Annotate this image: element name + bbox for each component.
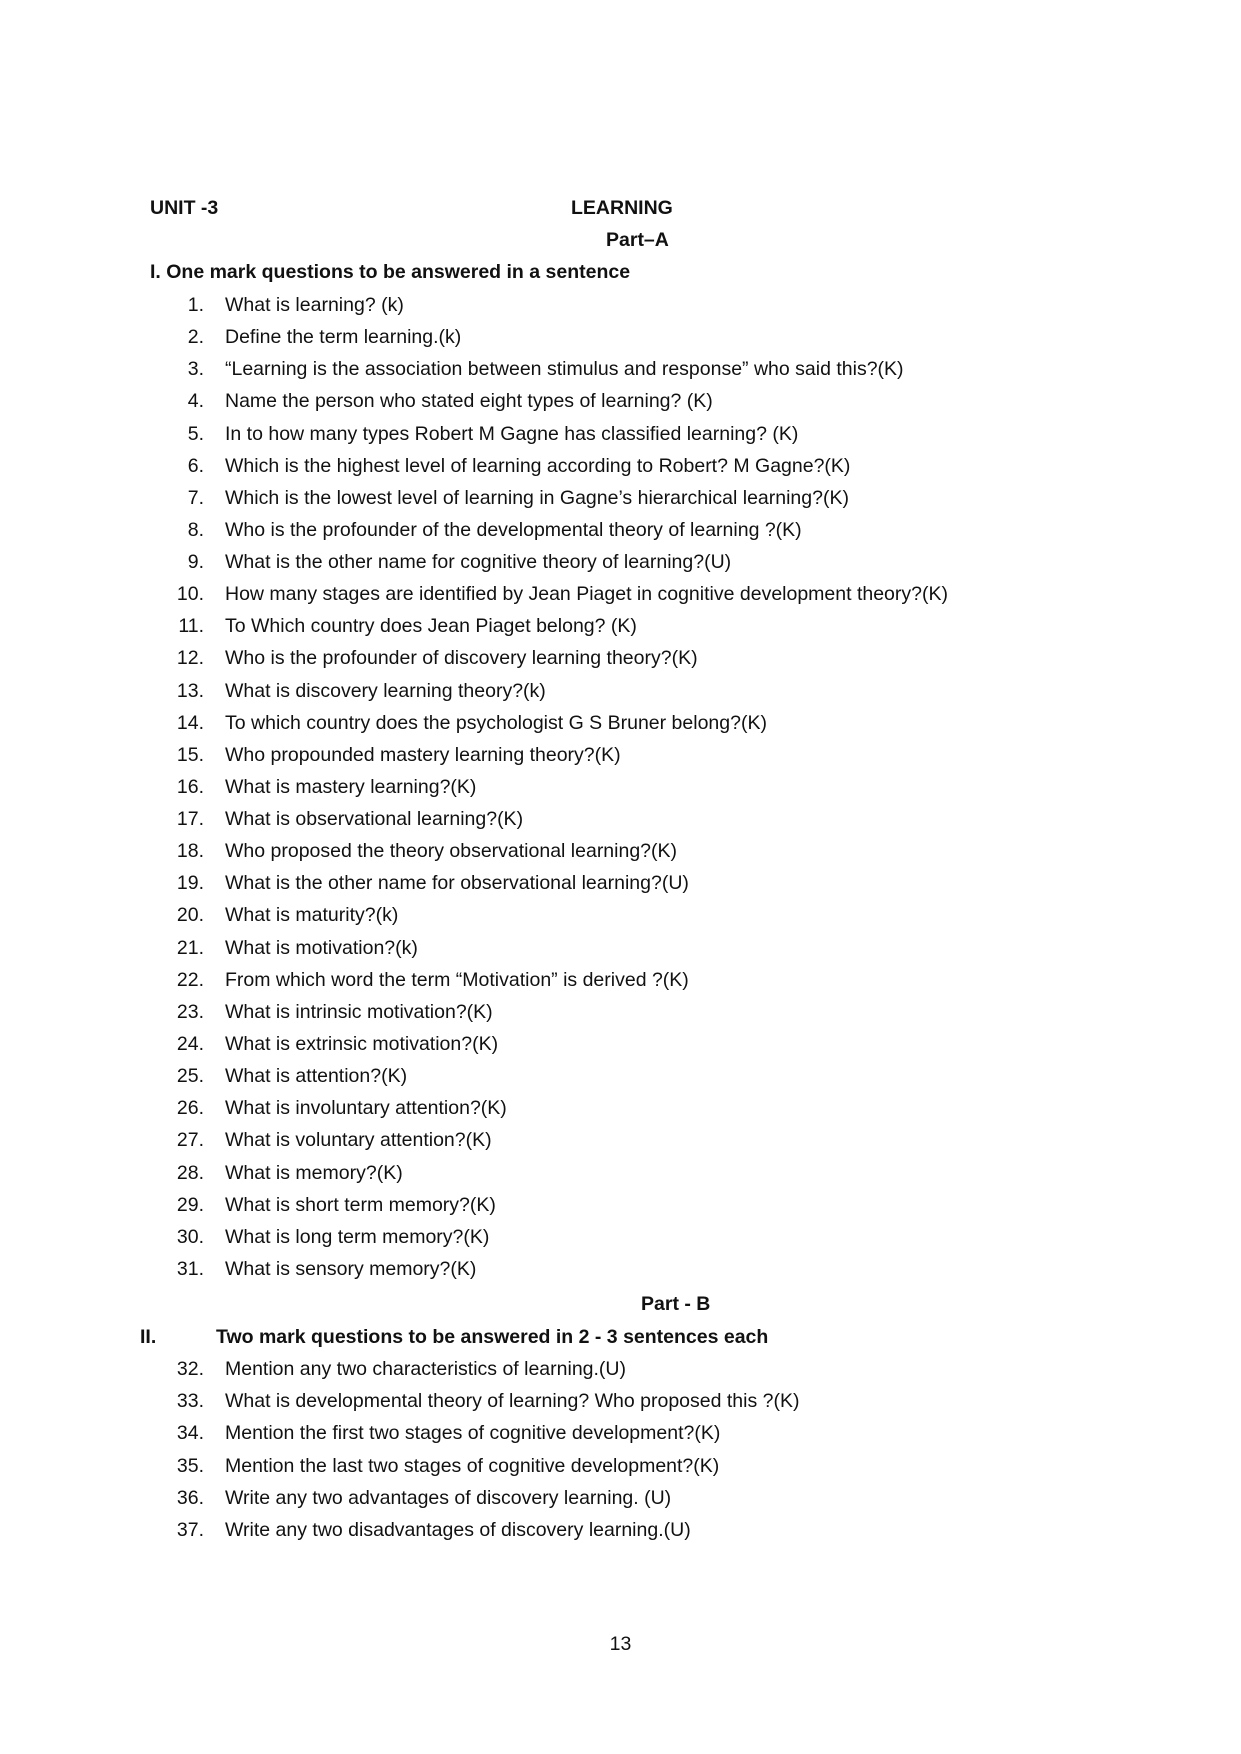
- question-number: 29.: [176, 1193, 204, 1216]
- section-1-heading: I. One mark questions to be answered in a sentence: [150, 261, 631, 283]
- question-number: 22.: [176, 968, 204, 991]
- question-text: Name the person who stated eight types of learning? (K): [225, 390, 713, 413]
- question-text: What is extrinsic motivation?(K): [225, 1032, 499, 1055]
- question-number: 25.: [176, 1065, 204, 1088]
- question-number: 35.: [176, 1454, 204, 1477]
- question-text: What is motivation?(k): [225, 936, 418, 959]
- question-number: 12.: [176, 647, 204, 670]
- question-number: 20.: [176, 904, 204, 927]
- question-number: 23.: [176, 1000, 204, 1023]
- question-text: What is involuntary attention?(K): [225, 1097, 507, 1120]
- question-number: 11.: [178, 615, 204, 638]
- question-number: 28.: [176, 1161, 204, 1184]
- page-title: LEARNING: [571, 197, 673, 219]
- question-text: What is voluntary attention?(K): [225, 1129, 492, 1152]
- question-text: Mention the first two stages of cognitive development?(K): [225, 1422, 721, 1445]
- question-number: 16.: [176, 775, 204, 798]
- question-number: 2.: [187, 326, 204, 349]
- question-number: 24.: [176, 1032, 204, 1055]
- question-text: To Which country does Jean Piaget belong? (K): [225, 615, 637, 638]
- question-text: What is the other name for cognitive theory of learning?(U): [225, 551, 732, 574]
- question-text: What is intrinsic motivation?(K): [225, 1000, 493, 1023]
- page-number: 13: [609, 1633, 632, 1655]
- question-text: What is observational learning?(K): [225, 808, 524, 831]
- question-text: Which is the lowest level of learning in Gagne’s hierarchical learning?(K): [225, 486, 849, 509]
- unit-label: UNIT -3: [150, 197, 219, 219]
- section-2-heading: Two mark questions to be answered in 2 - 3 sentences each: [216, 1326, 769, 1348]
- question-text: What is short term memory?(K): [225, 1193, 496, 1216]
- question-text: Mention any two characteristics of learning.(U): [225, 1358, 626, 1380]
- question-text: What is discovery learning theory?(k): [225, 679, 546, 702]
- question-number: 30.: [176, 1225, 204, 1248]
- question-number: 15.: [176, 743, 204, 766]
- question-number: 34.: [176, 1422, 204, 1445]
- question-text: From which word the term “Motivation” is derived ?(K): [225, 968, 689, 991]
- question-number: 3.: [187, 358, 204, 381]
- question-text: Mention the last two stages of cognitive development?(K): [225, 1454, 720, 1477]
- question-number: 27.: [176, 1129, 204, 1152]
- question-number: 17.: [176, 808, 204, 831]
- question-number: 18.: [176, 840, 204, 863]
- question-text: Write any two advantages of discovery learning. (U): [225, 1486, 672, 1509]
- question-text: In to how many types Robert M Gagne has classified learning? (K): [225, 422, 799, 445]
- question-number: 1.: [187, 294, 204, 316]
- section-2-numeral: II.: [140, 1326, 157, 1348]
- question-text: Who proposed the theory observational learning?(K): [225, 840, 678, 863]
- question-text: Who propounded mastery learning theory?(K): [225, 743, 621, 766]
- question-text: What is learning? (k): [225, 294, 404, 316]
- question-number: 33.: [176, 1390, 204, 1413]
- question-text: What is the other name for observational learning?(U): [225, 872, 689, 895]
- question-number: 37.: [176, 1519, 204, 1541]
- question-text: What is long term memory?(K): [225, 1225, 490, 1248]
- question-number: 7.: [187, 486, 204, 509]
- question-text: How many stages are identified by Jean Piaget in cognitive development theory?(K): [225, 583, 948, 606]
- question-text: What is attention?(K): [225, 1065, 408, 1088]
- question-text: Who is the profounder of the developmental theory of learning ?(K): [225, 518, 802, 541]
- question-text: Write any two disadvantages of discovery learning.(U): [225, 1519, 691, 1541]
- part-b-heading: Part - B: [641, 1293, 711, 1315]
- question-number: 21.: [176, 936, 204, 959]
- question-text: Define the term learning.(k): [225, 326, 462, 349]
- question-text: What is sensory memory?(K): [225, 1257, 477, 1280]
- part-a-heading: Part–A: [606, 229, 669, 251]
- question-number: 36.: [176, 1486, 204, 1509]
- question-text: What is mastery learning?(K): [225, 775, 477, 798]
- question-number: 8.: [187, 518, 204, 541]
- question-number: 13.: [176, 679, 204, 702]
- question-text: To which country does the psychologist G S Bruner belong?(K): [225, 711, 767, 734]
- question-number: 19.: [176, 872, 204, 895]
- question-text: “Learning is the association between stimulus and response” who said this?(K): [225, 358, 904, 381]
- question-text: Which is the highest level of learning according to Robert? M Gagne?(K): [225, 454, 851, 477]
- question-text: What is maturity?(k): [225, 904, 399, 927]
- question-number: 10.: [176, 583, 204, 606]
- question-number: 14.: [176, 711, 204, 734]
- question-number: 32.: [176, 1358, 204, 1380]
- question-text: What is memory?(K): [225, 1161, 403, 1184]
- question-text: Who is the profounder of discovery learning theory?(K): [225, 647, 698, 670]
- question-number: 4.: [187, 390, 204, 413]
- question-number: 26.: [176, 1097, 204, 1120]
- question-number: 31.: [176, 1257, 204, 1280]
- question-number: 5.: [187, 422, 204, 445]
- question-number: 6.: [187, 454, 204, 477]
- question-number: 9.: [187, 551, 204, 574]
- question-text: What is developmental theory of learning? Who proposed this ?(K): [225, 1390, 800, 1413]
